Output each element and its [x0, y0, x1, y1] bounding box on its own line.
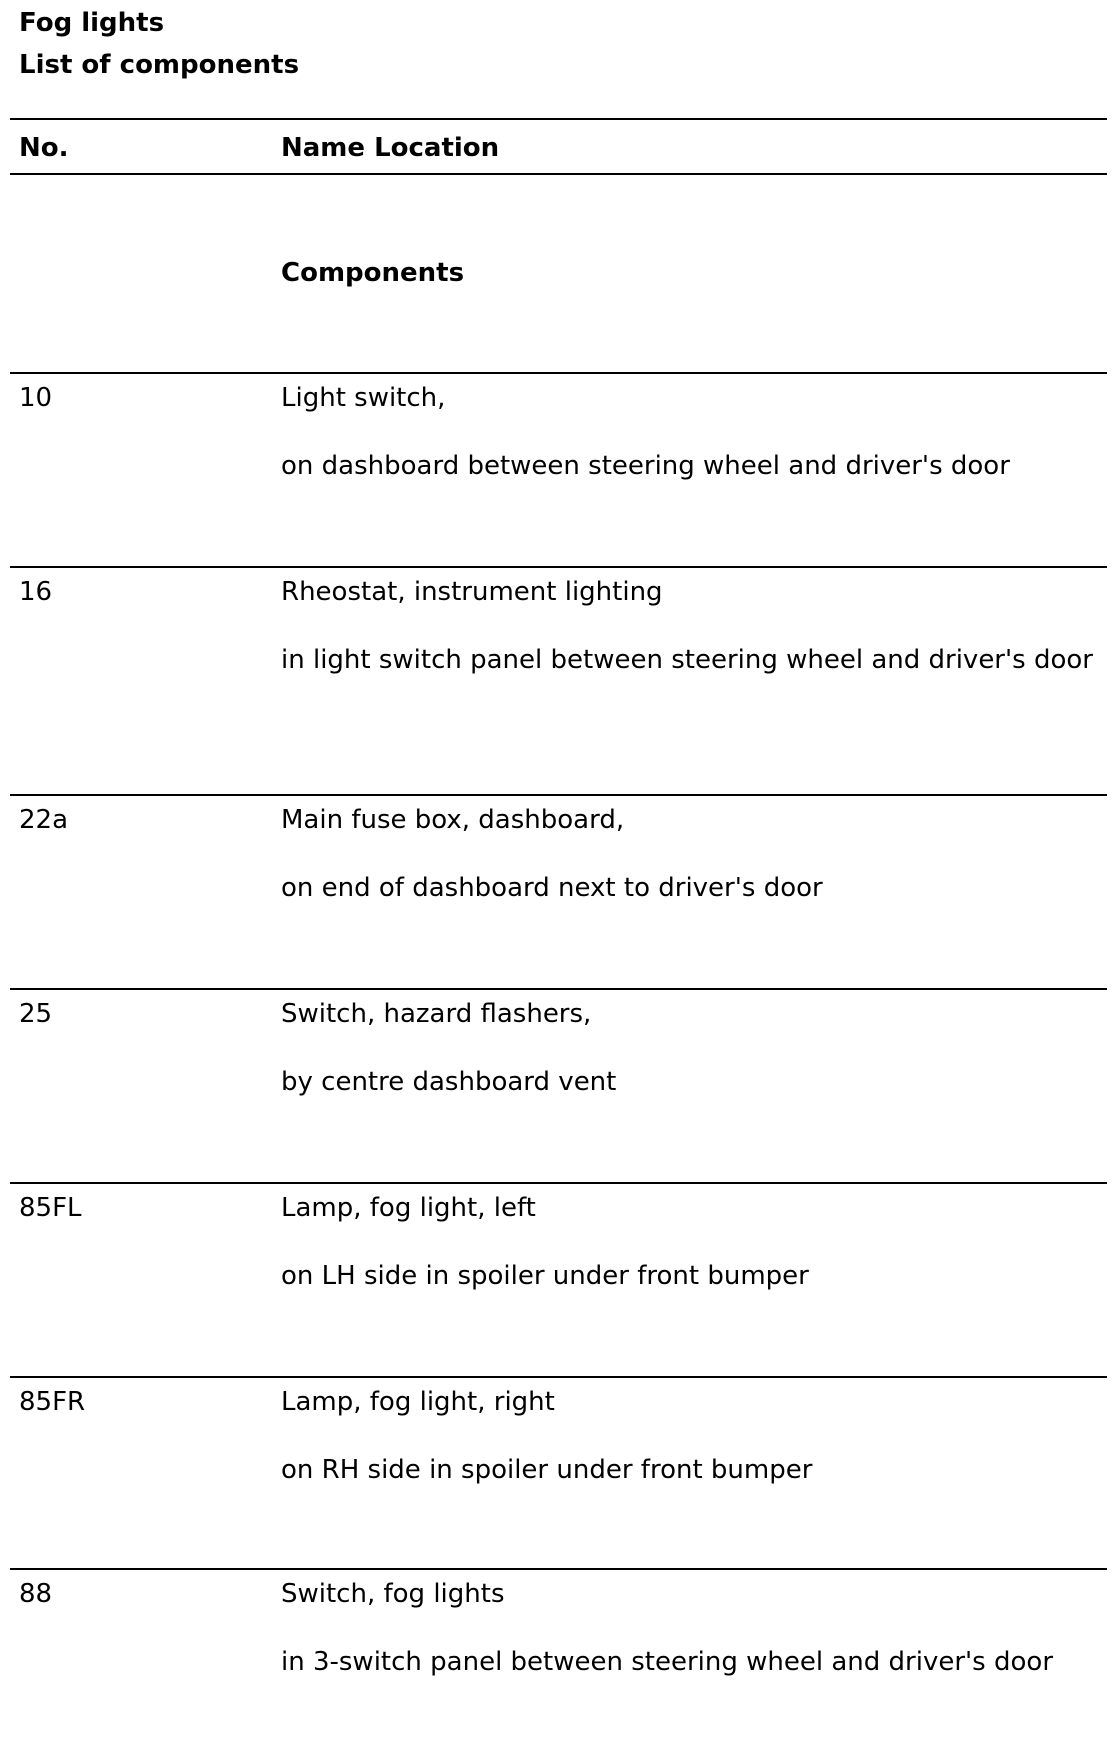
table-top-rule [10, 118, 1107, 120]
doc-subtitle: List of components [19, 50, 300, 80]
component-name: Lamp, fog light, left [281, 1193, 536, 1223]
component-number: 85FR [19, 1387, 86, 1417]
component-number: 88 [19, 1579, 53, 1609]
component-name: Light switch, [281, 383, 446, 413]
component-number: 16 [19, 577, 53, 607]
column-header-no: No. [19, 133, 69, 163]
component-location: in 3-switch panel between steering wheel and driver's door [281, 1647, 1054, 1677]
component-location: on LH side in spoiler under front bumper [281, 1261, 809, 1291]
component-name: Rheostat, instrument lighting [281, 577, 663, 607]
row-divider [10, 1568, 1107, 1570]
component-location: on end of dashboard next to driver's door [281, 873, 823, 903]
component-location: in light switch panel between steering wheel and driver's door [281, 645, 1093, 675]
component-name: Main fuse box, dashboard, [281, 805, 625, 835]
component-number: 85FL [19, 1193, 82, 1223]
row-divider [10, 1376, 1107, 1378]
doc-title: Fog lights [19, 8, 165, 38]
column-header-name-location: Name Location [281, 133, 500, 163]
component-number: 10 [19, 383, 53, 413]
component-name: Switch, fog lights [281, 1579, 505, 1609]
row-divider [10, 372, 1107, 374]
row-divider [10, 988, 1107, 990]
header-bottom-rule [10, 173, 1107, 175]
component-number: 22a [19, 805, 69, 835]
component-location: by centre dashboard vent [281, 1067, 617, 1097]
component-name: Lamp, fog light, right [281, 1387, 555, 1417]
component-location: on RH side in spoiler under front bumper [281, 1455, 813, 1485]
row-divider [10, 794, 1107, 796]
row-divider [10, 1182, 1107, 1184]
component-name: Switch, hazard flashers, [281, 999, 592, 1029]
component-number: 25 [19, 999, 53, 1029]
section-heading-components: Components [281, 258, 465, 288]
component-location: on dashboard between steering wheel and driver's door [281, 451, 1010, 481]
row-divider [10, 566, 1107, 568]
